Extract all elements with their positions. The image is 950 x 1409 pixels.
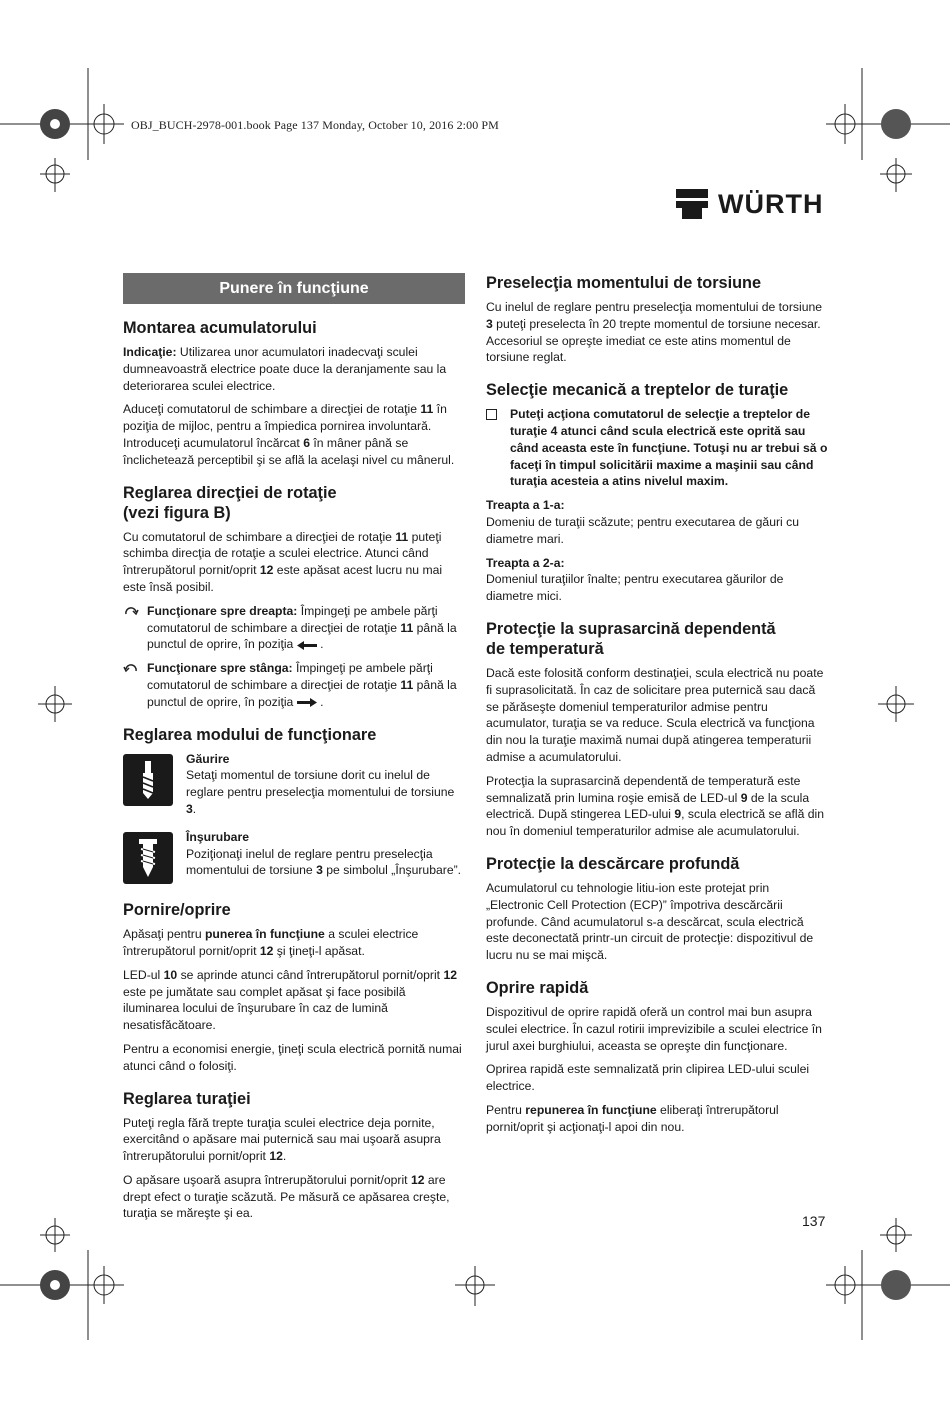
- screw-title: Înşurubare: [186, 829, 249, 844]
- paragraph-turatiei-1: Puteţi regla fără trepte turaţia sculei electrice deja pornite, exercitând o apăsare mai puternică sau mai uşoară asupra întrerupătorului pornit/oprit 12.: [123, 1115, 441, 1164]
- drill-title: Găurire: [186, 751, 230, 766]
- treapta-1-text: Domeniu de turaţii scăzute; pentru executarea de găuri cu diametre mari.: [486, 514, 799, 546]
- heading-oprire-rapida: Oprire rapidă: [486, 978, 589, 997]
- arrow-left-icon: [297, 641, 317, 650]
- paragraph-pornire-1: Apăsaţi pentru punerea în funcţiune a sculei electrice întrerupătorul pornit/oprit 12 şi ţineţi-l apăsat.: [123, 927, 419, 958]
- heading-pornire: Pornire/oprire: [123, 901, 231, 920]
- checkbox-bullet-icon: [486, 406, 510, 490]
- note-label: Indicaţie:: [123, 345, 177, 359]
- paragraph-pornire-2: LED-ul 10 se aprinde atunci când întrerupătorul pornit/oprit 12 este pe jumătate sau complet apăsat şi face posibilă iluminarea locului de înşurubare în caz de lumină nesatisfăcătoare.: [123, 967, 458, 1033]
- running-head: OBJ_BUCH-2978-001.book Page 137 Monday, October 10, 2016 2:00 PM: [131, 118, 499, 132]
- paragraph-oprire-1: Dispozitivul de oprire rapidă oferă un control mai bun asupra sculei electrice. În cazul rotirii imprevizibile a sculei electrice în jurul axei burghiului, aceasta se opreşte din funcţionare.: [486, 1004, 822, 1053]
- rotation-right-item: Funcţionare spre dreapta: Împingeţi pe ambele părţi comutatorul de schimbare a direcţiei de rotaţie 11 până la punctul de oprire, în poziţia .: [123, 603, 465, 653]
- mode-screw: [123, 829, 465, 886]
- paragraph-descarcare: Acumulatorul cu tehnologie litiu-ion este protejat prin „Electronic Cell Protection (ECP)” împotriva descărcării profunde. Când acumulatorul s-a descărcat, scula electrică este deconectată printr-un circuit de protecţie: dispozitivul de lucru nu se mai mişcă.: [486, 880, 814, 963]
- heading-protectie-temperatura: Protecţie la suprasarcină dependentă de temperatură: [486, 619, 776, 658]
- drill-bit-icon: [123, 754, 173, 806]
- wurth-logo: [676, 189, 823, 219]
- treapta-1-title: Treapta a 1-a:: [486, 498, 565, 513]
- right-column: [486, 273, 828, 1142]
- heading-reglarea-turatiei: Reglarea turaţiei: [123, 1089, 251, 1108]
- logo-text: WÜRTH: [718, 188, 824, 219]
- heading-preselectia: Preselecţia momentului de torsiune: [486, 274, 762, 292]
- heading-reglarea-directiei: Reglarea direcţiei de rotaţie (vezi figura B): [123, 483, 337, 522]
- paragraph-pornire-3: Pentru a economisi energie, ţineţi scula electrică pornită numai atunci când o folosiţi.: [123, 1041, 462, 1073]
- paragraph-oprire-3: Pentru repunerea în funcţiune eliberaţi întrerupătorul pornit/oprit şi acţionaţi-l apoi din nou.: [486, 1102, 779, 1134]
- screw-icon: [123, 832, 173, 884]
- section-banner: Punere în funcţiune: [123, 273, 465, 304]
- mode-drill: [123, 751, 465, 825]
- heading-montarea: Montarea acumulatorului: [123, 319, 317, 337]
- arrow-right-icon: [297, 698, 317, 707]
- paragraph-montarea: Aduceţi comutatorul de schimbare a direcţiei de rotaţie 11 în poziţia de mijloc, pentru a împiedica pornirea involuntară. Introduceţi acumulatorul încărcat 6 în mâner până se înclichetează perceptibil şi se află la acelaşi nivel cu mânerul.: [123, 402, 455, 467]
- screw-text: Poziţionaţi inelul de reglare pentru preselecţia momentului de torsiune 3 pe simbolul „Înşurubare”.: [186, 846, 462, 878]
- note-text: Utilizarea unor acumulatori inadecvaţi sculei dumneavoastră electrice poate duce la deranjamente sau la deteriorarea sculei electrice.: [123, 345, 447, 393]
- paragraph-turatiei-2: O apăsare uşoară asupra întrerupătorului pornit/oprit 12 are drept efect o turaţie scăzută. Pe măsură ce apăsarea creşte, turaţia se măreşte şi ea.: [123, 1172, 450, 1221]
- treapta-2-title: Treapta a 2-a:: [486, 555, 565, 570]
- warning-item: Puteţi acţiona comutatorul de selecţie a treptelor de turaţie 4 atunci când scula electrică este oprită sau când aceasta este în funcţiune. Totuşi nu ar trebui să o faceţi în timpul solicitării maxime a maşinii sau când turaţia acesteia a atins nivelul maxim.: [486, 406, 828, 490]
- rotation-left-item: Funcţionare spre stânga: Împingeţi pe ambele părţi comutatorul de schimbare a direcţiei de rotaţie 11 până la punctul de oprire, în poziţia .: [123, 660, 465, 710]
- drill-text: Setaţi momentul de torsiune dorit cu inelul de reglare pentru preselecţia momentului de torsiune 3.: [186, 768, 455, 816]
- heading-reglarea-modului: Reglarea modului de funcţionare: [123, 725, 377, 744]
- paragraph-protectie-2: Protecţia la suprasarcină dependentă de temperatură este semnalizată prin lumina roşie emisă de LED-ul 9 de la scula electrică. După stingerea LED-ului 9, scula electrică se află din nou în domeniul temperaturilor admise ale acumulatorului.: [486, 773, 825, 839]
- paragraph-reglarea-directiei: Cu comutatorul de schimbare a direcţiei de rotaţie 11 puteţi schimba direcţia de rotaţie a sculei electrice. Atunci când întrerupătorul pornit/oprit 12 este apăsat acest lucru nu mai este însă posibil.: [123, 529, 443, 594]
- paragraph-preselectia: Cu inelul de reglare pentru preselecţia momentului de torsiune 3 puteţi preselecta în 20 trepte momentul de torsiune necesar. Accesoriul se opreşte imediat ce este atins momentul de torsiune reglat.: [486, 300, 823, 365]
- heading-descarcare: Protecţie la descărcare profundă: [486, 854, 740, 873]
- rotate-clockwise-icon: [123, 603, 147, 653]
- rotate-counterclockwise-icon: [123, 660, 147, 710]
- treapta-2-text: Domeniul turaţiilor înalte; pentru executarea găurilor de diametre mici.: [486, 572, 784, 604]
- heading-selectie: Selecţie mecanică a treptelor de turaţie: [486, 381, 789, 400]
- paragraph-oprire-2: Oprirea rapidă este semnalizată prin clipirea LED-ului sculei electrice.: [486, 1062, 810, 1094]
- paragraph-note: [123, 344, 465, 394]
- page-number: 137: [802, 1213, 826, 1229]
- paragraph-protectie-1: Dacă este folosită conform destinaţiei, scula electrică nu poate fi suprasolicitată. În caz de solicitare prea puternică sau dacă se părăseşte domeniul temperaturilor admise pentru acumulator, turaţia se va reduce. Scula electrică va funcţiona din nou la turaţie maximă numai după atingerea temperaturii admise a acumulatorului.: [486, 665, 824, 764]
- left-column: [123, 273, 465, 1229]
- wurth-logo-icon: [676, 189, 708, 219]
